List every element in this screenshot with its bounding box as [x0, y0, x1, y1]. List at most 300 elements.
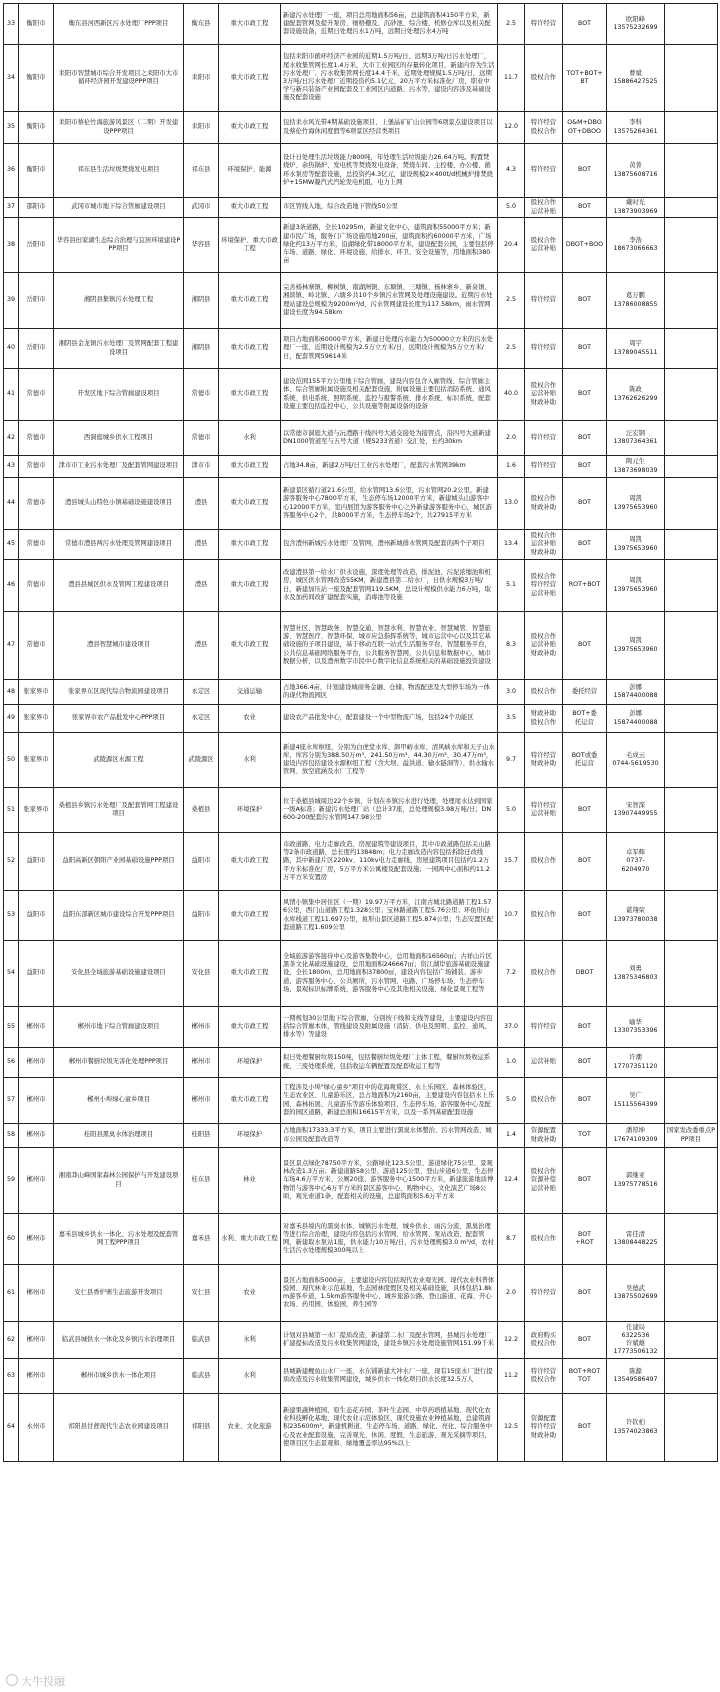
- row-number: 41: [4, 369, 19, 421]
- project-name-cell: 常德市澧县两污水处理及管网建设项目: [54, 530, 184, 560]
- area-cell: 祁东县: [184, 144, 219, 198]
- description-cell: 全域旅游游客接待中心及游客集散中心，总用地面积16560㎡；古祥山片区黑茶文化基础设施建设，总用地面积246667㎡；资江湖岸旅游基础设施建设，全长1800m，总用地面积37800㎡，建设内容包括广场铺装、游步道、游客服务中心、公共厕所，污水管网、电路、广场停车场、生态停车场、景观标识标牌系统，游客服务中心及其他相关设施、绿化景观工程等: [281, 941, 498, 1007]
- investment-cell: 13.4: [498, 530, 525, 560]
- row-number: 58: [4, 1124, 19, 1148]
- sector-cell: 林业: [219, 1148, 281, 1214]
- project-name-cell: 武冈市城市地下综合管廊建设项目: [54, 198, 184, 218]
- contact-cell: 陈源 13549586497: [607, 1359, 665, 1394]
- area-cell: 祁阳县: [184, 1394, 219, 1462]
- contact-cell: 周凯 13975653960: [607, 560, 665, 612]
- contact-cell: 戴时光 13873903969: [607, 198, 665, 218]
- row-number: 60: [4, 1214, 19, 1265]
- investment-cell: 1.6: [498, 456, 525, 478]
- description-cell: 景区占地面积5000亩，主要建设内容包括现代农业观光园、现代农业科普体验园、现代林业示范基地、生态园林度假区及相关基础设施，具体包括1.8km游客步道、1.5km游客服务中心、城乡旅游公路、登山游道、花海、开心农场、药用园、体验园、养生园等: [281, 1265, 498, 1322]
- project-name-cell: 益阳高新区朝阳产业园基础设施PPP项目: [54, 833, 184, 891]
- row-number: 42: [4, 421, 19, 456]
- area-cell: 武陵源区: [184, 733, 219, 788]
- remark-cell: [665, 1394, 718, 1462]
- sector-cell: 重大市政工程: [219, 833, 281, 891]
- remark-cell: [665, 1007, 718, 1048]
- table-row: [4, 1265, 718, 1322]
- city-cell: 郴州市: [19, 1322, 54, 1359]
- table-row: [4, 198, 718, 218]
- operation-mode-cell: BOT +ROT: [563, 1214, 607, 1265]
- operation-mode-cell: BOT: [563, 788, 607, 833]
- city-cell: 郴州市: [19, 1148, 54, 1214]
- cooperation-mode-cell: 特许经营: [525, 4, 563, 45]
- description-cell: 包含澧州新城污水处理厂及管网，澧州新城排水管网及配套的两个子项目: [281, 530, 498, 560]
- row-number: 63: [4, 1359, 19, 1394]
- area-cell: 益阳市: [184, 891, 219, 941]
- sector-cell: 水利: [219, 1359, 281, 1394]
- cooperation-mode-cell: 政府购买 股权合作: [525, 1322, 563, 1359]
- description-cell: 一期规划30公里地下综合管廊，分别按干线和支线等建设，主要建设内容包括综合管廊本体，管线建设及附属设施（消防、供电及照明、监控、通风、排水等）等建设: [281, 1007, 498, 1048]
- contact-cell: 葛万鹏 13786008855: [607, 273, 665, 329]
- remark-cell: [665, 891, 718, 941]
- row-number: 33: [4, 4, 19, 45]
- cooperation-mode-cell: 股权合作 资源补偿 运营补贴: [525, 1148, 563, 1214]
- contact-cell: 郭继亚 13975778516: [607, 1148, 665, 1214]
- row-number: 59: [4, 1148, 19, 1214]
- cooperation-mode-cell: 特许经营 运营补贴: [525, 788, 563, 833]
- table-row: [4, 1322, 718, 1359]
- contact-cell: 周凯 13975653960: [607, 530, 665, 560]
- remark-cell: [665, 833, 718, 891]
- contact-cell: 汪宏钢 13807364361: [607, 421, 665, 456]
- operation-mode-cell: BOT: [563, 198, 607, 218]
- project-name-cell: 西洞庭城乡供水工程项目: [54, 421, 184, 456]
- investment-cell: 13.0: [498, 478, 525, 530]
- investment-cell: 40.0: [498, 369, 525, 421]
- table-row: [4, 218, 718, 273]
- cooperation-mode-cell: 股权合作: [525, 1078, 563, 1124]
- description-cell: 风情小镇集中居住区（一期）19.97万平方米，江南古城北路道路工程1.576公里，西门山道路工程1.328公里；宝林路道路工程5.76公里；环鱼形山水库栈道工程11.697公里，鱼形山景区道路工程5.874公里；生态安置区配套道路工程1.609公里: [281, 891, 498, 941]
- row-number: 64: [4, 1394, 19, 1462]
- project-name-cell: 衡东县河西新区污水处理厂PPP项目: [54, 4, 184, 45]
- area-cell: 永定区: [184, 680, 219, 705]
- project-name-cell: 临武县城供水一体化及乡镇污水治理项目: [54, 1322, 184, 1359]
- sector-cell: 重大市政工程: [219, 4, 281, 45]
- sector-cell: 重大市政工程: [219, 891, 281, 941]
- remark-cell: [665, 705, 718, 733]
- cooperation-mode-cell: 运营补贴: [525, 1048, 563, 1078]
- contact-cell: 许潮 17707351120: [607, 1048, 665, 1078]
- cooperation-mode-cell: 股权合作: [525, 1214, 563, 1265]
- investment-cell: 10.7: [498, 891, 525, 941]
- sector-cell: 环境保护: [219, 788, 281, 833]
- table-row: [4, 112, 718, 144]
- sector-cell: 重大市政工程: [219, 560, 281, 612]
- sector-cell: 重大市政工程: [219, 1007, 281, 1048]
- investment-cell: 2.5: [498, 329, 525, 369]
- project-name-cell: 益阳东部新区城市建设综合开发PPP项目: [54, 891, 184, 941]
- table-row: [4, 1214, 718, 1265]
- area-cell: 桂东县: [184, 1148, 219, 1214]
- contact-cell: 许钦柏 13574023863: [607, 1394, 665, 1462]
- sector-cell: 重大市政工程: [219, 1078, 281, 1124]
- remark-cell: [665, 329, 718, 369]
- description-cell: 项目占地面积60000平方米，新建日处理污水能力为50000立方米的污水处理厂一座，近期设计规模为2.5万立方米/日，远期设计规模为5万立方米/日，配套管网59614米: [281, 329, 498, 369]
- row-number: 49: [4, 705, 19, 733]
- description-cell: 新建4座水库枢纽，分别为白虎堂水库、卸甲峪水库、清风峡水库和天子山水库，库容分别为388.50万m³、241.50万m³、44.30万m³、30.47万m³，建设内容包括建设水源枢纽工程（含大坝、溢洪道、输水隧洞等）、供水输水管网、放空底涵及水厂工程等: [281, 733, 498, 788]
- description-cell: 计划对县城第一水厂提质改造，新建第二水厂及配水管网，县城污水处理厂扩建提标改造及污水收集管网建设，建设乡镇污水处理设施管网151.99千米: [281, 1322, 498, 1359]
- sector-cell: 重大市政工程: [219, 941, 281, 1007]
- city-cell: 郴州市: [19, 1124, 54, 1148]
- description-cell: 新建果蔬种植园、原生态花卉园、茶叶生态园、中草药培植基地、现代化农业科技孵化基地、现代农业示范体验区、现代设施农业种植基地，总建筑面积235600m²，新建机耕道、生态停车场、道路、绿化、亮化、综合服务中心及农业配套设施，完善观光、休闲、度假、生态旅游、观光采摘等项目，使项目区生态景观和、绿地覆盖率达95%以上: [281, 1394, 498, 1462]
- table-row: [4, 788, 718, 833]
- table-row: [4, 421, 718, 456]
- city-cell: 衡阳市: [19, 45, 54, 112]
- description-cell: 设计日处理生活垃圾能力800吨，年处理生活垃圾能力26.64万吨。购置焚烧炉、余热锅炉、发电机等焚烧发电设备，焚烧车间、主控楼、办公楼、循环水泵房等配套设施，总投资约4.3亿元，建设规模2×400t/d机械炉排焚烧炉+15MW凝汽式汽轮发电机组，电力上网: [281, 144, 498, 198]
- cooperation-mode-cell: 特许经营: [525, 1007, 563, 1048]
- cooperation-mode-cell: 特许经营: [525, 144, 563, 198]
- remark-cell: [665, 1265, 718, 1322]
- contact-cell: 雷佳清 13808448225: [607, 1214, 665, 1265]
- table-row: [4, 273, 718, 329]
- remark-cell: [665, 1078, 718, 1124]
- city-cell: 常德市: [19, 478, 54, 530]
- sector-cell: 重大市政工程: [219, 45, 281, 112]
- description-cell: 新建3条道路，全长10295m，新建文化中心，建筑面积55000平方米；新建市民广场，服务门广场设施用地200亩，建筑面积约60000平方米，广场绿化约13万平方米，沿湖绿化带18000平方米，建设配套公园，主要包括停车场、道路、绿化、环境设施、给排水、环卫、安全设施等，用地面积380亩: [281, 218, 498, 273]
- operation-mode-cell: ROT+BOT: [563, 560, 607, 612]
- sector-cell: 环境保护、能源: [219, 144, 281, 198]
- remark-cell: [665, 1048, 718, 1078]
- project-name-cell: 湘南莽山峰国家森林公园保护与开发建设项目: [54, 1148, 184, 1214]
- project-name-cell: 张家界东区现代综合物流园建设项目: [54, 680, 184, 705]
- description-cell: 占地面积17333.3平方米，项目主要进行黑臭水体整治、污水管网改造、城市公园及配套改造等: [281, 1124, 498, 1148]
- sector-cell: 重大市政工程: [219, 530, 281, 560]
- sector-cell: 水利: [219, 733, 281, 788]
- row-number: 48: [4, 680, 19, 705]
- remark-cell: 国家发改委重点PPP项目: [665, 1124, 718, 1148]
- cooperation-mode-cell: 股权合作 运营补贴 财政补助: [525, 612, 563, 680]
- row-number: 38: [4, 218, 19, 273]
- investment-cell: 5.0: [498, 1078, 525, 1124]
- area-cell: 常德市: [184, 421, 219, 456]
- city-cell: 常德市: [19, 456, 54, 478]
- cooperation-mode-cell: 股权合作 运营补贴: [525, 218, 563, 273]
- operation-mode-cell: BOT: [563, 456, 607, 478]
- investment-cell: 20.4: [498, 218, 525, 273]
- row-number: 57: [4, 1078, 19, 1124]
- remark-cell: [665, 560, 718, 612]
- city-cell: 岳阳市: [19, 218, 54, 273]
- investment-cell: 5.1: [498, 560, 525, 612]
- operation-mode-cell: TOT+BOT+BT: [563, 45, 607, 112]
- remark-cell: [665, 1322, 718, 1359]
- city-cell: 常德市: [19, 530, 54, 560]
- sector-cell: 重大市政工程: [219, 198, 281, 218]
- city-cell: 益阳市: [19, 891, 54, 941]
- table-row: [4, 1078, 718, 1124]
- project-name-cell: 郴州市地下综合管廊建设项目: [54, 1007, 184, 1048]
- table-row: [4, 891, 718, 941]
- row-number: 35: [4, 112, 19, 144]
- area-cell: 澧县: [184, 530, 219, 560]
- description-cell: 新建污水处理厂一座，项目总用地面积56亩，总建筑面积4150平方米，新建配套管网及提升泵房、细格栅及、沉砂池、综合楼、机修仓库以及相关配套设施设备，近期日处理污水1万吨，远期日处理污水4万吨: [281, 4, 498, 45]
- city-cell: 郴州市: [19, 1359, 54, 1394]
- sector-cell: 环境保护: [219, 1124, 281, 1148]
- contact-cell: 黄菁 13875608716: [607, 144, 665, 198]
- cooperation-mode-cell: 特许经营: [525, 273, 563, 329]
- sector-cell: 环境保护: [219, 1048, 281, 1078]
- investment-cell: 12.2: [498, 1322, 525, 1359]
- remark-cell: [665, 680, 718, 705]
- remark-cell: [665, 733, 718, 788]
- project-name-cell: 澧县智慧城市建设项目: [54, 612, 184, 680]
- operation-mode-cell: BOT: [563, 478, 607, 530]
- operation-mode-cell: BOT: [563, 1394, 607, 1462]
- operation-mode-cell: BOT+委 托运营: [563, 705, 607, 733]
- row-number: 40: [4, 329, 19, 369]
- city-cell: 常德市: [19, 421, 54, 456]
- contact-cell: 任建局 6322536 许斌雄 17773506132: [607, 1322, 665, 1359]
- sector-cell: 重大市政工程: [219, 456, 281, 478]
- city-cell: 张家界市: [19, 705, 54, 733]
- contact-cell: 吴德武 13875502699: [607, 1265, 665, 1322]
- investment-cell: 11.2: [498, 1359, 525, 1394]
- investment-cell: 12.0: [498, 112, 525, 144]
- investment-cell: 5.0: [498, 198, 525, 218]
- project-name-cell: 祁阳县甘蔗现代生态农业园建设项目: [54, 1394, 184, 1462]
- project-name-cell: 澧县县城区供水及管网工程建设项目: [54, 560, 184, 612]
- contact-cell: 彭娜 15874400088: [607, 705, 665, 733]
- city-cell: 岳阳市: [19, 329, 54, 369]
- project-name-cell: 桂阳县黑臭水体治理项目: [54, 1124, 184, 1148]
- row-number: 53: [4, 891, 19, 941]
- project-name-cell: 澧县城头山特色小镇基础设施建设项目: [54, 478, 184, 530]
- table-row: [4, 680, 718, 705]
- investment-cell: 2.0: [498, 1265, 525, 1322]
- cooperation-mode-cell: 特许经营: [525, 456, 563, 478]
- city-cell: 衡阳市: [19, 112, 54, 144]
- description-cell: 智慧社区、智慧政务、智慧交通、智慧水利、智慧农业、智慧城管、智慧旅游、智慧医疗、智慧环保、城市应急指挥系统等，城市运营中心以及其它基础设施的子项目建设，基于移动互联一站式生活服务平台，智慧服务平台，公共信息基础网络服务平台，公共服务智慧网，公共信息和数据中心，城市数据分析，以及澧州数字市民中心数字化信息系统相关的基础设施投资建设: [281, 612, 498, 680]
- project-name-cell: 嘉禾县城乡供水一体化、污水处理及配套管网工程PPP项目: [54, 1214, 184, 1265]
- table-row: [4, 1394, 718, 1462]
- remark-cell: [665, 612, 718, 680]
- cooperation-mode-cell: 股权合作: [525, 891, 563, 941]
- table-row: [4, 4, 718, 45]
- cooperation-mode-cell: 股权合作 运营补贴 财政补助: [525, 530, 563, 560]
- row-number: 50: [4, 733, 19, 788]
- city-cell: 郴州市: [19, 1048, 54, 1078]
- remark-cell: [665, 478, 718, 530]
- operation-mode-cell: TOT: [563, 1124, 607, 1148]
- project-name-cell: 祁东县生活垃圾焚烧发电项目: [54, 144, 184, 198]
- cooperation-mode-cell: 股权合作: [525, 833, 563, 891]
- cooperation-mode-cell: 特许经营 股权合作: [525, 1359, 563, 1394]
- operation-mode-cell: BOT: [563, 1322, 607, 1359]
- operation-mode-cell: BOT: [563, 1148, 607, 1214]
- table-row: [4, 144, 718, 198]
- remark-cell: [665, 273, 718, 329]
- city-cell: 张家界市: [19, 788, 54, 833]
- operation-mode-cell: BOT: [563, 329, 607, 369]
- investment-cell: 37.0: [498, 1007, 525, 1048]
- contact-cell: 陈政 13762626299: [607, 369, 665, 421]
- city-cell: 张家界市: [19, 733, 54, 788]
- operation-mode-cell: BOT: [563, 530, 607, 560]
- project-name-cell: 津市市工业污水处理厂及配套管网建设项目: [54, 456, 184, 478]
- operation-mode-cell: BOT+ROT TOT: [563, 1359, 607, 1394]
- row-number: 37: [4, 198, 19, 218]
- description-cell: 完善杨林寨镇、柳树镇、南湖洲镇、东塘镇、三塘镇、杨林寨乡、新泉镇、湘滨镇、岭北镇、六塘乡共10个乡镇污水管网及处理设施建设。近期污水处理站建设总规模为9200m³/d，污水管网建设长度为117.58km，雨水管网建设长度为94.58km: [281, 273, 498, 329]
- investment-cell: 2.5: [498, 273, 525, 329]
- table-row: [4, 1124, 718, 1148]
- sector-cell: 重大市政工程: [219, 112, 281, 144]
- table-row: [4, 456, 718, 478]
- remark-cell: [665, 4, 718, 45]
- city-cell: 邵阳市: [19, 198, 54, 218]
- description-cell: 县城新建鲤鱼山水厂一座，水东铺新建大冲水厂一座，现有15座水厂进行提质改造及污水收集管网建设，城乡供水一体化项目供水长度32.5万人: [281, 1359, 498, 1394]
- description-cell: 以常德市洞庭大道与沅澧路干线四号大道交接处为接管点，沿四号大道新建DN1000管道至与五号大道（规S233省道）交汇处，长约30km: [281, 421, 498, 456]
- project-name-cell: 张家界市农产品批发中心PPP项目: [54, 705, 184, 733]
- remark-cell: [665, 456, 718, 478]
- city-cell: 永州市: [19, 1394, 54, 1462]
- project-table: [3, 3, 718, 1462]
- description-cell: 占地366.4亩，计划建设城商务金融、仓储、物流配送及大型停车场为一体的现代物流园区: [281, 680, 498, 705]
- sector-cell: 重大市政工程: [219, 612, 281, 680]
- area-cell: 衡东县: [184, 4, 219, 45]
- investment-cell: 3.0: [498, 680, 525, 705]
- sector-cell: 农业、文化旅游: [219, 1394, 281, 1462]
- operation-mode-cell: DBOT+BOO: [563, 218, 607, 273]
- area-cell: 郴州市: [184, 1048, 219, 1078]
- description-cell: 拟日处理餐厨垃圾150吨，包括餐厨垃圾处理厂主体工程，餐厨垃圾收运系统，三废处理系统，包括收运车辆配置及配套收运工程等: [281, 1048, 498, 1078]
- area-cell: 嘉禾县: [184, 1214, 219, 1265]
- project-name-cell: 湘阴县集镇污水处理工程: [54, 273, 184, 329]
- description-cell: 包括耒水风光带4期基础设施项目、上堡晶矿矿山公园等6项景点建设项目以及蔡伦竹海休闲度假等6项景区经营类项目: [281, 112, 498, 144]
- sector-cell: 水利、重大市政工程: [219, 1214, 281, 1265]
- description-cell: 市区管线入地，综合改造地下管线50公里: [281, 198, 498, 218]
- description-cell: 市政道路、电力走廊改造、房屋建筑等建设项目，其中市政道路包括关山路等2条市政道路，总长度约13848m；电力走廊改造内容包括拆除迁改线路，其中新建片区220kv、110kv电力走廊线，房屋建筑项目包括约1.2万平方米标准化厂房，5万平方米公寓楼及配套设施；一园两中心面积约11.2万平方米安置房: [281, 833, 498, 891]
- operation-mode-cell: BOT: [563, 1048, 607, 1078]
- area-cell: 耒阳市: [184, 45, 219, 112]
- watermark: [6, 1673, 65, 1689]
- table-row: [4, 530, 718, 560]
- description-cell: 占地34.8亩，新建2万吨/日工业污水处理厂，配套污水管网39km: [281, 456, 498, 478]
- sector-cell: 水利: [219, 421, 281, 456]
- operation-mode-cell: BOT: [563, 891, 607, 941]
- table-row: [4, 1148, 718, 1214]
- operation-mode-cell: O&M+DBO OT+DBOO: [563, 112, 607, 144]
- area-cell: 安化县: [184, 941, 219, 1007]
- area-cell: 澧县: [184, 560, 219, 612]
- cooperation-mode-cell: 资源配置 特许经营 财政补助: [525, 1394, 563, 1462]
- table-row: [4, 1359, 718, 1394]
- project-name-cell: 郴州市餐厨垃圾无害化处理PPP项目: [54, 1048, 184, 1078]
- area-cell: 澧县: [184, 478, 219, 530]
- table-row: [4, 1007, 718, 1048]
- description-cell: 位于桑植县城周边22个乡镇，计划在乡镇污水进行处理，处理尾水达到国家一级A标准；新建污水处理厂站（总计37座，总处理规模3.98万吨/日；DN600-200配套污水管网147.98公里: [281, 788, 498, 833]
- city-cell: 常德市: [19, 369, 54, 421]
- operation-mode-cell: BOT: [563, 273, 607, 329]
- row-number: 46: [4, 560, 19, 612]
- sector-cell: 农业: [219, 705, 281, 733]
- operation-mode-cell: BOT或委 托运营: [563, 733, 607, 788]
- row-number: 61: [4, 1265, 19, 1322]
- table-row: [4, 833, 718, 891]
- row-number: 34: [4, 45, 19, 112]
- investment-cell: 1.0: [498, 1048, 525, 1078]
- project-name-cell: 开发区地下综合管廊建设项目: [54, 369, 184, 421]
- contact-cell: 宋智深 13907449955: [607, 788, 665, 833]
- cooperation-mode-cell: 特许经营: [525, 421, 563, 456]
- operation-mode-cell: BOT: [563, 4, 607, 45]
- area-cell: 郴州市: [184, 1078, 219, 1124]
- cooperation-mode-cell: 股权合作: [525, 45, 563, 112]
- contact-cell: 彭娜 15874400088: [607, 680, 665, 705]
- cooperation-mode-cell: 特许经营 财政补助: [525, 733, 563, 788]
- project-name-cell: 桑植县乡镇污水处理厂及配套管网工程建设项目: [54, 788, 184, 833]
- area-cell: 华容县: [184, 218, 219, 273]
- investment-cell: 4.3: [498, 144, 525, 198]
- area-cell: 永定区: [184, 705, 219, 733]
- investment-cell: 8.3: [498, 612, 525, 680]
- sector-cell: 重大市政工程: [219, 478, 281, 530]
- contact-cell: 周凯 13975653960: [607, 478, 665, 530]
- project-name-cell: 武陵源区水源工程: [54, 733, 184, 788]
- cooperation-mode-cell: 股权合作 特许经营 运营补贴: [525, 560, 563, 612]
- contact-cell: 卓军辉 0737- 6204970: [607, 833, 665, 891]
- area-cell: 桂阳县: [184, 1124, 219, 1148]
- investment-cell: 8.7: [498, 1214, 525, 1265]
- area-cell: 安仁县: [184, 1265, 219, 1322]
- row-number: 56: [4, 1048, 19, 1078]
- project-name-cell: 湘阴县金龙镇污水处理厂及管网配套工程建设项目: [54, 329, 184, 369]
- table-row: [4, 733, 718, 788]
- contact-cell: 欧阳峰 13575232699: [607, 4, 665, 45]
- table-row: [4, 478, 718, 530]
- sector-cell: 环境保护、重大市政工程: [219, 218, 281, 273]
- operation-mode-cell: BOT: [563, 833, 607, 891]
- investment-cell: 9.7: [498, 733, 525, 788]
- remark-cell: [665, 218, 718, 273]
- cooperation-mode-cell: 股权合作 运营补贴: [525, 198, 563, 218]
- operation-mode-cell: BOT: [563, 612, 607, 680]
- cooperation-mode-cell: 财政补助 股权合作: [525, 705, 563, 733]
- area-cell: 湘阴县: [184, 329, 219, 369]
- row-number: 44: [4, 478, 19, 530]
- operation-mode-cell: BOT: [563, 1265, 607, 1322]
- remark-cell: [665, 45, 718, 112]
- investment-cell: 11.7: [498, 45, 525, 112]
- description-cell: 改建澧县第一给水厂供水设施，深度处理等改造，排泥池、污泥浓缩池和机房，城区供水管网改造55KM，新建澧县第二给水厂，日供水规模3万吨/日，新建加压站一座及配套管网119.5KM，总设计规模供水能力6万吨，取水及加药间改扩建配套实施，消毒池等设施: [281, 560, 498, 612]
- city-cell: 常德市: [19, 560, 54, 612]
- contact-cell: 潘厚坤 17674109309: [607, 1124, 665, 1148]
- table-row: [4, 941, 718, 1007]
- area-cell: 郴州市: [184, 1007, 219, 1048]
- area-cell: 澧县: [184, 612, 219, 680]
- remark-cell: [665, 530, 718, 560]
- table-body: [4, 4, 718, 1462]
- investment-cell: 2.0: [498, 421, 525, 456]
- area-cell: 津市市: [184, 456, 219, 478]
- project-name-cell: 郴州市城乡供水一体化项目: [54, 1359, 184, 1394]
- contact-cell: 刘勇 13875346803: [607, 941, 665, 1007]
- contact-cell: 谌翔荣 13973780038: [607, 891, 665, 941]
- remark-cell: [665, 112, 718, 144]
- row-number: 45: [4, 530, 19, 560]
- table-row: [4, 45, 718, 112]
- contact-cell: 喻华 13307353396: [607, 1007, 665, 1048]
- remark-cell: [665, 144, 718, 198]
- remark-cell: [665, 788, 718, 833]
- remark-cell: [665, 1148, 718, 1214]
- row-number: 54: [4, 941, 19, 1007]
- cooperation-mode-cell: 股权合作 运营补贴 财政补助: [525, 369, 563, 421]
- city-cell: 衡阳市: [19, 144, 54, 198]
